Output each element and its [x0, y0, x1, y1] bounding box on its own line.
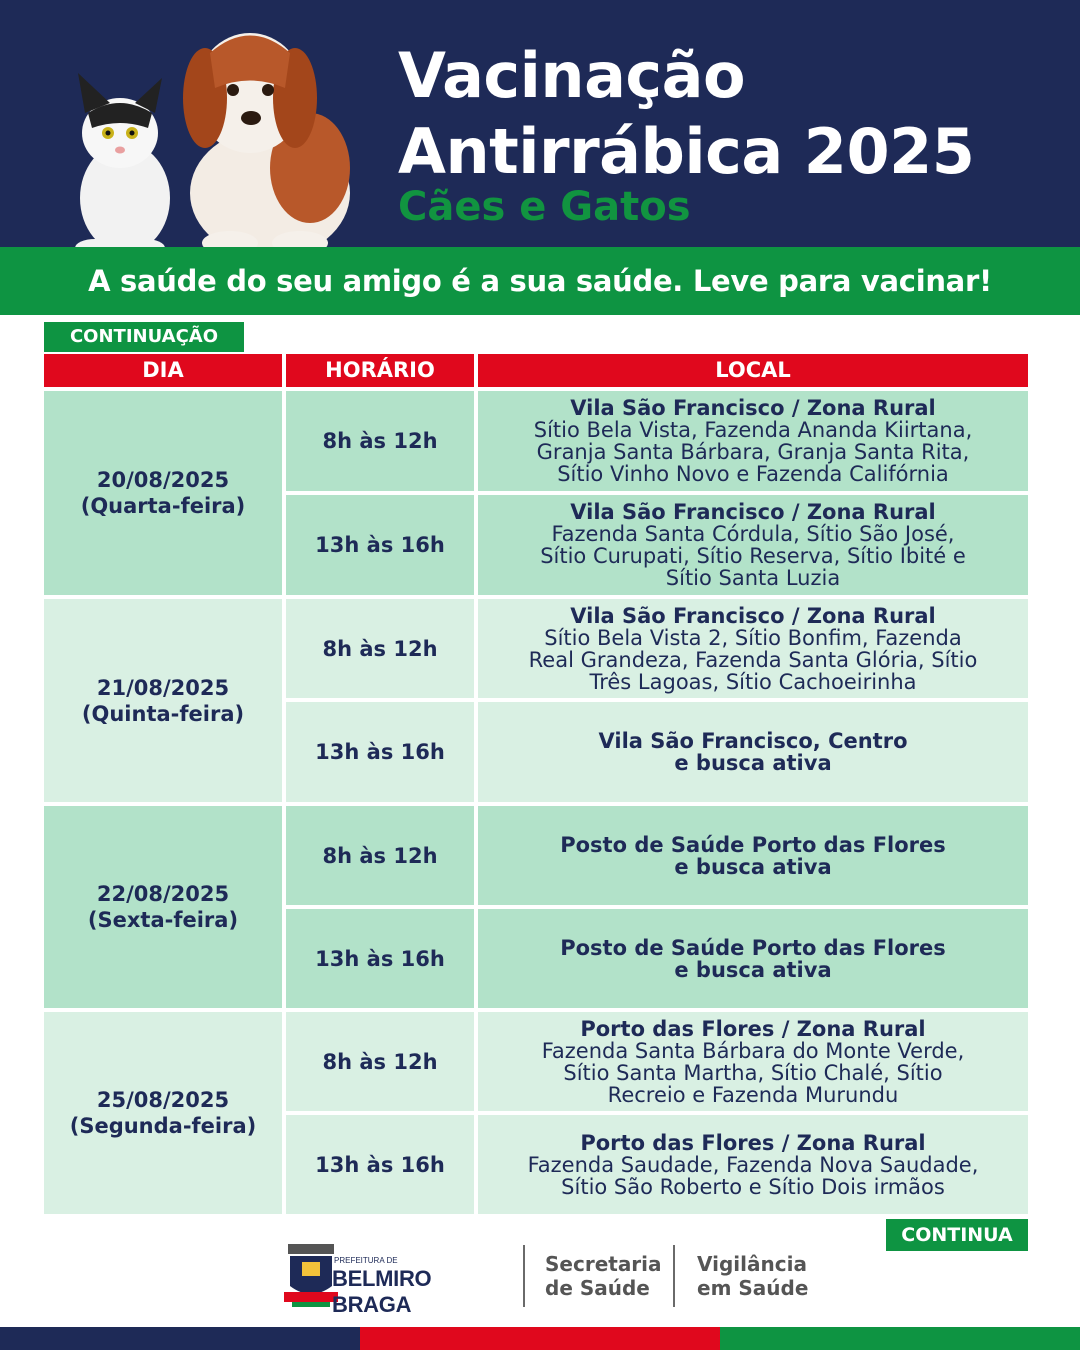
prefeitura-label: PREFEITURA DE: [334, 1256, 398, 1265]
continuation-tag: CONTINUAÇÃO: [44, 322, 244, 352]
location-detail-line: Sítio Vinho Novo e Fazenda Califórnia: [557, 462, 949, 486]
location-cell: [478, 599, 1028, 698]
continues-tag: CONTINUA: [886, 1219, 1028, 1251]
slogan-banner: [0, 247, 1080, 315]
location-heading: Posto de Saúde Porto das Flores: [560, 832, 946, 857]
location-detail-line: Real Grandeza, Fazenda Santa Glória, Sítio: [528, 647, 978, 672]
slogan-text: A saúde do seu amigo é a sua saúde. Leve para vacinar!: [88, 264, 992, 298]
time-cell: 8h às 12h: [286, 806, 474, 905]
time-cell: 13h às 16h: [286, 495, 474, 595]
location-cell: [478, 495, 1028, 595]
vigilancia-line-1: Vigilância: [697, 1252, 807, 1276]
day-weekday: (Sexta-feira): [87, 908, 239, 932]
location-detail-line: Sítio Santa Martha, Sítio Chalé, Sítio: [563, 1060, 943, 1085]
secretaria-saude-label: [545, 1252, 662, 1300]
time-cell: 8h às 12h: [286, 599, 474, 698]
location-cell: [478, 806, 1028, 905]
footer-stripe-green: [720, 1327, 1080, 1350]
location-cell: [478, 391, 1028, 491]
page-title: [398, 38, 974, 190]
day-cell: [44, 806, 282, 1008]
location-heading: Vila São Francisco / Zona Rural: [570, 396, 936, 420]
prefeitura-logo: [280, 1240, 510, 1317]
location-heading-line-2: e busca ativa: [674, 957, 832, 982]
day-cell: [44, 391, 282, 595]
location-detail-line: Fazenda Santa Córdula, Sítio São José,: [551, 522, 955, 546]
title-line-2: Antirrábica 2025: [398, 115, 975, 188]
location-detail-line: Sítio Bela Vista 2, Sítio Bonfim, Fazenda: [544, 625, 962, 650]
location-heading: Porto das Flores / Zona Rural: [580, 1130, 926, 1155]
time-cell: 8h às 12h: [286, 391, 474, 491]
vigilancia-saude-label: [697, 1252, 808, 1300]
location-heading: Porto das Flores / Zona Rural: [580, 1016, 926, 1041]
day-date: 22/08/2025: [96, 882, 230, 906]
header-banner: [0, 0, 1080, 247]
location-heading: Vila São Francisco / Zona Rural: [570, 603, 936, 628]
secretaria-line-2: de Saúde: [545, 1276, 650, 1300]
location-heading: Vila São Francisco, Centro: [598, 729, 908, 753]
day-weekday: (Quinta-feira): [81, 701, 245, 726]
day-cell: [44, 1012, 282, 1214]
secretaria-line-1: Secretaria: [545, 1252, 662, 1276]
location-cell: [478, 1115, 1028, 1214]
column-header-location: LOCAL: [478, 354, 1028, 387]
column-header-day: DIA: [44, 354, 282, 387]
location-heading: Vila São Francisco / Zona Rural: [570, 500, 936, 524]
page-subtitle: Cães e Gatos: [398, 184, 691, 230]
location-detail-line: Três Lagoas, Sítio Cachoeirinha: [589, 669, 917, 694]
location-detail-line: Sítio Curupati, Sítio Reserva, Sítio Ibité e: [540, 544, 966, 568]
location-detail-line: Fazenda Santa Bárbara do Monte Verde,: [541, 1038, 965, 1063]
location-detail-line: Recreio e Fazenda Murundu: [607, 1082, 899, 1107]
time-cell: 13h às 16h: [286, 702, 474, 802]
day-date: 20/08/2025: [96, 468, 230, 492]
title-line-1: Vacinação: [398, 39, 746, 112]
location-heading-line-2: e busca ativa: [674, 751, 832, 775]
location-detail-line: Fazenda Saudade, Fazenda Nova Saudade,: [527, 1152, 979, 1177]
footer-stripe-red: [360, 1327, 720, 1350]
day-date: 25/08/2025: [96, 1088, 230, 1112]
location-detail-line: Sítio Santa Luzia: [665, 566, 841, 590]
location-detail-line: Sítio São Roberto e Sítio Dois irmãos: [561, 1174, 945, 1199]
time-cell: 8h às 12h: [286, 1012, 474, 1111]
time-cell: 13h às 16h: [286, 909, 474, 1008]
footer-divider: [673, 1245, 675, 1307]
location-cell: [478, 1012, 1028, 1111]
footer-divider: [523, 1245, 525, 1307]
location-heading-line-2: e busca ativa: [674, 854, 832, 879]
footer-stripe-navy: [0, 1327, 360, 1350]
location-detail-line: Granja Santa Bárbara, Granja Santa Rita,: [536, 440, 970, 464]
location-heading: Posto de Saúde Porto das Flores: [560, 935, 946, 960]
location-cell: [478, 702, 1028, 802]
city-name: BELMIRO BRAGA: [332, 1266, 432, 1317]
day-cell: [44, 599, 282, 802]
time-cell: 13h às 16h: [286, 1115, 474, 1214]
day-weekday: (Segunda-feira): [69, 1114, 257, 1138]
location-detail-line: Sítio Bela Vista, Fazenda Ananda Kiirtana,: [533, 418, 973, 442]
column-header-time: HORÁRIO: [286, 354, 474, 387]
day-date: 21/08/2025: [96, 675, 230, 700]
cat-and-dog-illustration: [70, 18, 350, 258]
day-weekday: (Quarta-feira): [80, 494, 246, 518]
vigilancia-line-2: em Saúde: [697, 1276, 809, 1300]
location-cell: [478, 909, 1028, 1008]
